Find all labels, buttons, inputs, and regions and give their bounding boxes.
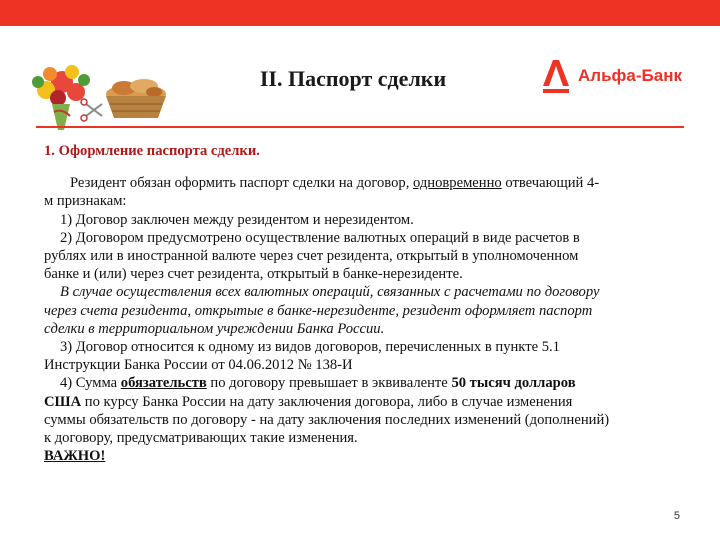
list-item-3-cont: Инструкции Банка России от 04.06.2012 № 138-И: [44, 357, 353, 374]
italic-note: В случае осуществления всех валютных операций, связанных с расчетами по договору: [60, 284, 600, 301]
top-red-bar: [0, 0, 720, 26]
italic-note-cont: через счета резидента, открытые в банке-нерезиденте, резидент оформляет паспорт: [44, 302, 593, 319]
slide-title: II. Паспорт сделки: [259, 66, 447, 91]
italic-note-cont: сделки в территориальном учреждении Банка России.: [44, 320, 385, 337]
list-item-4-cont: суммы обязательств по договору - на дату заключения последних изменений (дополнений): [44, 411, 610, 428]
bold-text: 50 тысяч долларов: [451, 375, 576, 392]
list-item-1: 1) Договор заключен между резидентом и нерезидентом.: [60, 211, 414, 228]
list-item-3: 3) Договор относится к одному из видов договоров, перечисленных в пункте 5.1: [60, 339, 560, 356]
list-item-2-cont: банке и (или) через счет резидента, открытый в банке-нерезиденте.: [44, 266, 463, 283]
alfa-bank-logo: [540, 56, 682, 96]
underlined-text: одновременно: [413, 175, 502, 192]
page-number: 5: [673, 510, 680, 522]
brand-name: Альфа-Банк: [578, 66, 682, 85]
paragraph-line: м признакам:: [44, 193, 127, 210]
text: 4) Сумма: [60, 375, 121, 392]
slide-header: [0, 26, 720, 130]
header-divider: [36, 126, 684, 128]
list-item-4-cont: к договору, предусматривающих такие изменения.: [44, 430, 358, 447]
slide-content: [44, 142, 684, 465]
list-item-4: [44, 374, 684, 392]
alfa-letter-icon: [540, 58, 572, 94]
text: отвечающий 4-: [501, 175, 600, 192]
flowers-and-bread-illustration-icon: [24, 38, 174, 138]
paragraph-line: [44, 174, 684, 192]
section-title: 1. Оформление паспорта сделки.: [44, 143, 260, 159]
warning-label: ВАЖНО!: [44, 448, 106, 465]
text: по договору превышает в эквиваленте: [206, 375, 452, 392]
list-item-4-cont: [44, 393, 684, 411]
list-item-2: 2) Договором предусмотрено осуществление валютных операций в виде расчетов в: [60, 229, 580, 246]
text: по курсу Банка России на дату заключения договора, либо в случае изменения: [81, 393, 573, 410]
bold-text: США: [44, 393, 82, 410]
text: Резидент обязан оформить паспорт сделки на договор,: [70, 175, 413, 192]
bold-underlined-text: обязательств: [120, 375, 207, 392]
list-item-2-cont: рублях или в иностранной валюте через счет резидента, открытый в уполномоченном: [44, 248, 579, 265]
